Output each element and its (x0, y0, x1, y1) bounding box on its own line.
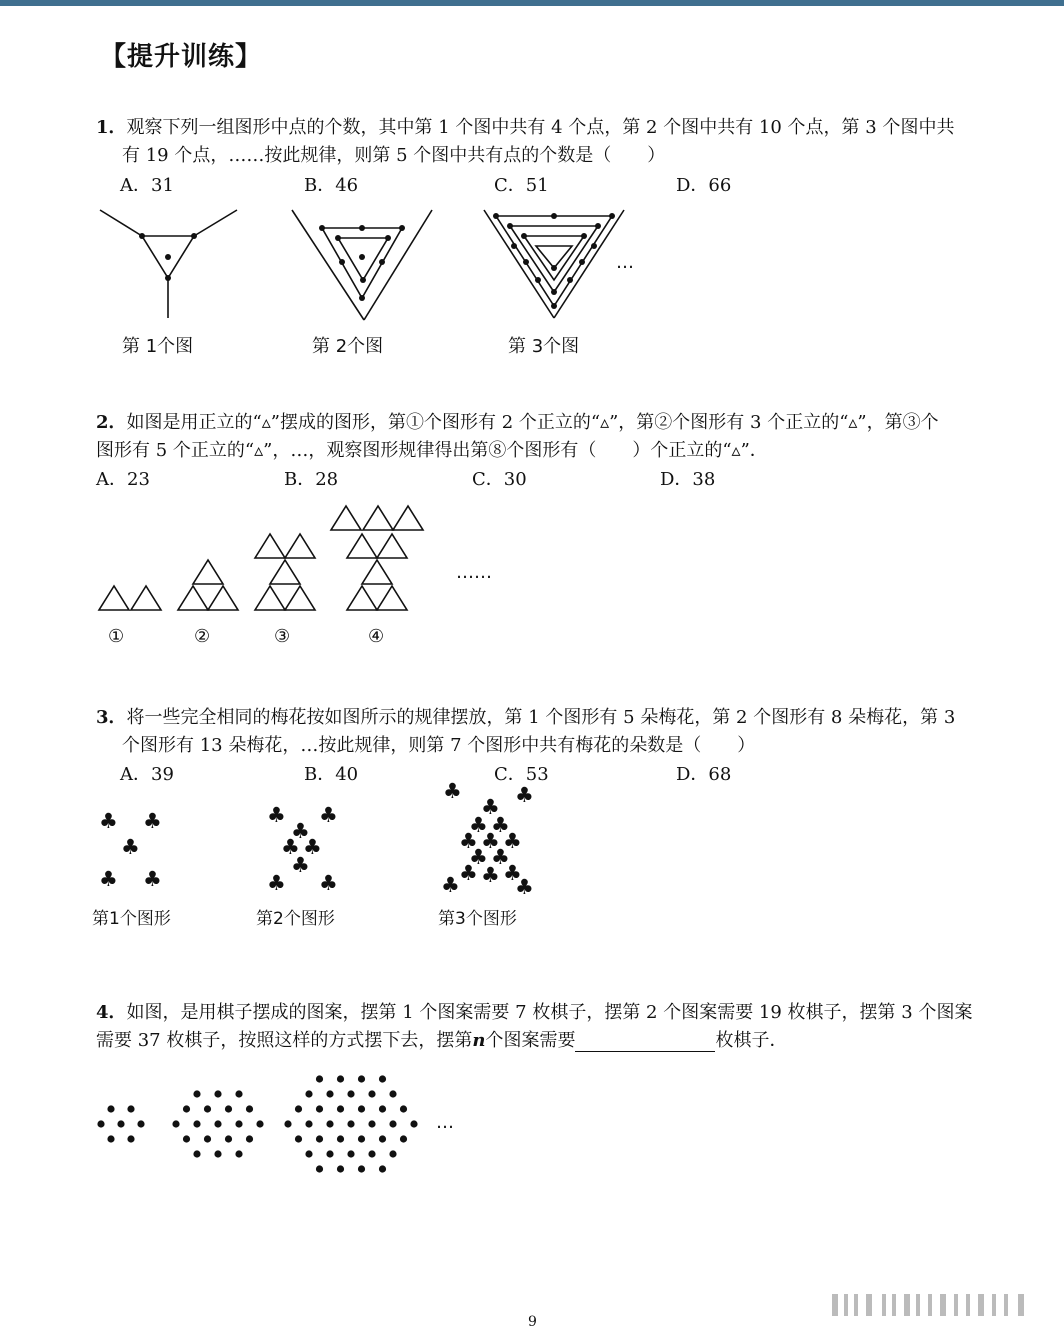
q4-chess-piece (97, 1120, 104, 1127)
q4-chess-piece (316, 1165, 323, 1172)
footer-bar (978, 1294, 984, 1316)
q3-line2: 个图形有 13 朵梅花，…按此规律，则第 7 个图形中共有梅花的朵数是（ ） (122, 735, 756, 756)
q3-club-icon: ♣ (491, 845, 510, 869)
q2-option-d: D．38 (660, 469, 716, 490)
q4-chess-piece (193, 1090, 200, 1097)
footer-bar (954, 1294, 958, 1316)
q2-figure-label-1: ① (108, 626, 125, 647)
q3-figure-label-1: 第1个图形 (92, 909, 171, 929)
q3-club-icon: ♣ (441, 873, 460, 897)
q3-club-icon: ♣ (319, 871, 338, 895)
footer-bar (854, 1294, 858, 1316)
q3-club-icon: ♣ (443, 779, 462, 803)
q4-chess-piece (358, 1135, 365, 1142)
q4-chess-piece (284, 1120, 291, 1127)
q3-club-icon: ♣ (291, 819, 310, 843)
q4-chess-piece (389, 1150, 396, 1157)
q4-chess-piece (305, 1120, 312, 1127)
q3-option-b: B．40 (304, 764, 359, 785)
q4-variable-n: n (472, 1030, 486, 1051)
q1-option-c: C．51 (494, 175, 549, 196)
q4-chess-piece (127, 1135, 134, 1142)
footer-bar (892, 1294, 896, 1316)
q4-chess-piece (235, 1150, 242, 1157)
q1-line2: 有 19 个点，……按此规律，则第 5 个图中共有点的个数是（ ） (122, 145, 666, 166)
q3-option-d: D．68 (676, 764, 732, 785)
q4-chess-piece (337, 1105, 344, 1112)
q4-chess-piece (326, 1120, 333, 1127)
q4-chess-piece (337, 1075, 344, 1082)
q4-chess-piece (204, 1105, 211, 1112)
q4-chess-piece (316, 1105, 323, 1112)
q4-chess-piece (107, 1105, 114, 1112)
q4-chess-piece (368, 1090, 375, 1097)
q3-club-icon: ♣ (281, 835, 300, 859)
q4-chess-piece (358, 1165, 365, 1172)
q4-chess-piece (183, 1135, 190, 1142)
q4-chess-piece (326, 1090, 333, 1097)
q1-option-a: A．31 (120, 175, 174, 196)
footer-bar (866, 1294, 872, 1316)
q1-figure-label-1: 第 1个图 (122, 336, 194, 357)
q4-chess-piece (305, 1090, 312, 1097)
q4-text2c: 枚棋子． (715, 1030, 788, 1051)
q4-chess-piece (246, 1135, 253, 1142)
q4-chess-piece (235, 1120, 242, 1127)
q3-club-icon: ♣ (515, 783, 534, 807)
q4-chess-piece (347, 1090, 354, 1097)
q3-club-icon: ♣ (143, 867, 162, 891)
q3-number: 3． (96, 707, 127, 728)
q3-club-icon: ♣ (319, 803, 338, 827)
q3-club-icon: ♣ (99, 867, 118, 891)
footer-bar (928, 1294, 932, 1316)
q4-chess-piece (368, 1120, 375, 1127)
page-number: 9 (528, 1314, 537, 1330)
q2-option-b: B．28 (284, 469, 339, 490)
q3-option-a: A．39 (120, 764, 174, 785)
q2-figure-label-3: ③ (274, 626, 291, 647)
q4-chess-piece (358, 1105, 365, 1112)
q3-club-icon: ♣ (99, 809, 118, 833)
q4-chess-piece (204, 1135, 211, 1142)
q3-figure-label-3: 第3个图形 (438, 909, 517, 929)
q3-club-icon: ♣ (481, 863, 500, 887)
q4-chess-piece (368, 1150, 375, 1157)
q2-ellipsis: …… (456, 562, 492, 583)
q3-club-icon: ♣ (515, 875, 534, 899)
q4-chess-piece (225, 1105, 232, 1112)
footer-bar (832, 1294, 838, 1316)
q1-ellipsis: … (616, 252, 634, 273)
q4-chess-piece (347, 1150, 354, 1157)
q1-figure-label-2: 第 2个图 (312, 336, 384, 357)
section-title: 【提升训练】 (100, 42, 263, 72)
q2-number: 2． (96, 412, 127, 433)
q3-club-icon: ♣ (267, 803, 286, 827)
footer-bar (844, 1294, 848, 1316)
q3-club-icon: ♣ (503, 861, 522, 885)
q4-chess-piece (246, 1105, 253, 1112)
q3-club-icon: ♣ (143, 809, 162, 833)
q4-chess-piece (389, 1090, 396, 1097)
q4-chess-piece (326, 1150, 333, 1157)
q4-chess-piece (379, 1165, 386, 1172)
q4-chess-piece (214, 1120, 221, 1127)
q1-text1: 观察下列一组图形中点的个数，其中第 1 个图中共有 4 个点，第 2 个图中共有 10 个点，第 3 个图中共 (126, 117, 955, 138)
q4-chess-piece (337, 1165, 344, 1172)
q4-chess-piece (256, 1120, 263, 1127)
q4-chess-piece (117, 1120, 124, 1127)
q4-chess-piece (214, 1150, 221, 1157)
q2-option-a: A．23 (96, 469, 150, 490)
q4-chess-piece (235, 1090, 242, 1097)
footer-bar (882, 1294, 886, 1316)
footer-bar (992, 1294, 996, 1316)
q4-chess-piece (400, 1135, 407, 1142)
q4-number: 4． (96, 1002, 127, 1023)
q1-option-d: D．66 (676, 175, 732, 196)
q4-chess-piece (193, 1120, 200, 1127)
q4-chess-piece (137, 1120, 144, 1127)
q4-chess-piece (316, 1075, 323, 1082)
q3-figure-label-2: 第2个图形 (256, 909, 335, 929)
q4-chess-piece (183, 1105, 190, 1112)
q4-chess-piece (127, 1105, 134, 1112)
q4-chess-piece (379, 1135, 386, 1142)
q4-chess-piece (358, 1075, 365, 1082)
q3-club-icon: ♣ (459, 829, 478, 853)
q1-figure-label-3: 第 3个图 (508, 336, 580, 357)
q4-chess-piece (379, 1075, 386, 1082)
q4-text2a: 需要 37 枚棋子，按照这样的方式摆下去，摆第 (96, 1030, 473, 1051)
q3-club-icon: ♣ (469, 845, 488, 869)
q4-chess-piece (172, 1120, 179, 1127)
footer-decoration (832, 1292, 1032, 1318)
q4-chess-piece (107, 1135, 114, 1142)
q1-option-b: B．46 (304, 175, 359, 196)
q2-option-c: C．30 (472, 469, 527, 490)
footer-bar (1004, 1294, 1008, 1316)
footer-bar (940, 1294, 946, 1316)
footer-bar (904, 1294, 910, 1316)
footer-bar (1018, 1294, 1024, 1316)
q4-chess-piece (347, 1120, 354, 1127)
q3-club-icon: ♣ (459, 861, 478, 885)
q3-club-icon: ♣ (303, 835, 322, 859)
q2-text1: 如图是用正立的“▵”摆成的图形，第①个图形有 2 个正立的“▵”，第②个图形有 3 个正立的“▵”，第③个 (126, 412, 939, 433)
q3-text1: 将一些完全相同的梅花按如图所示的规律摆放，第 1 个图形有 5 朵梅花，第 2 个图形有 8 朵梅花，第 3 (126, 707, 956, 728)
q3-club-icon: ♣ (503, 829, 522, 853)
q3-club-icon: ♣ (481, 795, 500, 819)
q4-chess-piece (400, 1105, 407, 1112)
q2-figure-label-2: ② (194, 626, 211, 647)
q3-club-icon: ♣ (121, 835, 140, 859)
q3-club-icon: ♣ (469, 813, 488, 837)
q3-club-icon: ♣ (267, 871, 286, 895)
q2-figure-label-4: ④ (368, 626, 385, 647)
q4-chess-piece (193, 1150, 200, 1157)
q4-text1: 如图，是用棋子摆成的图案，摆第 1 个图案需要 7 枚棋子，摆第 2 个图案需要 19 枚棋子，摆第 3 个图案 (126, 1002, 973, 1023)
q4-text2b: 个图案需要 (485, 1030, 576, 1051)
q4-chess-piece (379, 1105, 386, 1112)
q3-option-c: C．53 (494, 764, 549, 785)
q2-line2: 图形有 5 个正立的“▵”，…，观察图形规律得出第⑧个图形有（ ）个正立的“▵”． (96, 440, 768, 461)
q4-ellipsis: … (436, 1112, 454, 1133)
footer-bar (916, 1294, 920, 1316)
q4-chess-piece (295, 1105, 302, 1112)
q4-chess-piece (389, 1120, 396, 1127)
q4-chess-piece (214, 1090, 221, 1097)
q3-club-icon: ♣ (491, 813, 510, 837)
q3-club-icon: ♣ (481, 829, 500, 853)
q4-chess-piece (410, 1120, 417, 1127)
q4-chess-piece (305, 1150, 312, 1157)
q4-chess-piece (225, 1135, 232, 1142)
q4-chess-piece (337, 1135, 344, 1142)
q4-chess-piece (316, 1135, 323, 1142)
q3-club-icon: ♣ (291, 853, 310, 877)
q1-number: 1． (96, 117, 127, 138)
footer-bar (966, 1294, 970, 1316)
q4-chess-piece (295, 1135, 302, 1142)
